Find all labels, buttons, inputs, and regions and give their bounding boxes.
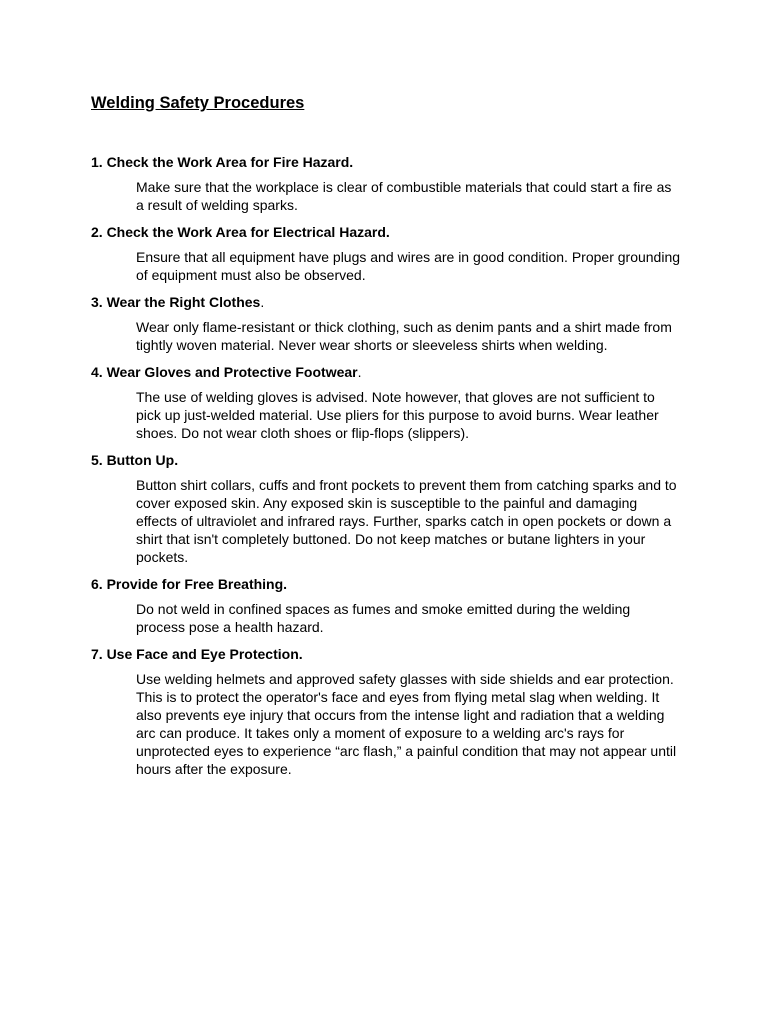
- section-electrical-hazard: [91, 223, 691, 284]
- section-heading: 2. Check the Work Area for Electrical Hazard.: [91, 224, 390, 240]
- heading-suffix: .: [357, 364, 362, 380]
- section-heading: 6. Provide for Free Breathing.: [91, 576, 288, 592]
- section-fire-hazard: [91, 153, 691, 214]
- section-heading: 3. Wear the Right Clothes: [91, 294, 261, 310]
- section-heading: 4. Wear Gloves and Protective Footwear: [91, 364, 358, 380]
- section-free-breathing: [91, 575, 691, 636]
- heading-suffix: .: [260, 294, 265, 310]
- section-face-eye-protection: [91, 645, 691, 778]
- section-heading: 1. Check the Work Area for Fire Hazard.: [91, 154, 354, 170]
- section-body: Button shirt collars, cuffs and front pockets to prevent them from catching sparks and to cover exposed skin. Any exposed skin is susceptible to the painful and damaging effects of ultraviolet and infrared rays. Further, sparks catch in open pockets or down a shirt that isn't completely buttoned. Do not keep matches or butane lighters in your pockets.: [136, 477, 677, 565]
- section-button-up: [91, 451, 691, 566]
- section-body: Wear only flame-resistant or thick clothing, such as denim pants and a shirt made from tightly woven material. Never wear shorts or sleeveless shirts when welding.: [136, 319, 672, 353]
- section-body: Ensure that all equipment have plugs and wires are in good condition. Proper grounding of equipment must also be observed.: [136, 249, 681, 283]
- section-heading-wrapper: [91, 363, 691, 381]
- section-body: Use welding helmets and approved safety glasses with side shields and ear protection. This is to protect the operator's face and eyes from flying metal slag when welding. It also prevents eye injury that occurs from the intense light and radiation that a welding arc can produce. It takes only a moment of exposure to a welding arc's rays for unprotected eyes to experience “arc flash,” a painful condition that may not appear until hours after the exposure.: [136, 671, 677, 777]
- section-gloves-footwear: [91, 363, 691, 442]
- document-page: [91, 93, 691, 787]
- section-body: Do not weld in confined spaces as fumes and smoke emitted during the welding process pose a health hazard.: [136, 601, 631, 635]
- section-body: Make sure that the workplace is clear of combustible materials that could start a fire as a result of welding sparks.: [136, 179, 672, 213]
- section-right-clothes: [91, 293, 691, 354]
- document-title: Welding Safety Procedures: [91, 94, 305, 112]
- section-heading: 7. Use Face and Eye Protection.: [91, 646, 303, 662]
- section-heading-wrapper: [91, 293, 691, 311]
- section-body: The use of welding gloves is advised. Note however, that gloves are not sufficient to pick up just-welded material. Use pliers for this purpose to avoid burns. Wear leather shoes. Do not wear cloth shoes or flip-flops (slippers).: [136, 389, 659, 441]
- section-heading: 5. Button Up.: [91, 452, 179, 468]
